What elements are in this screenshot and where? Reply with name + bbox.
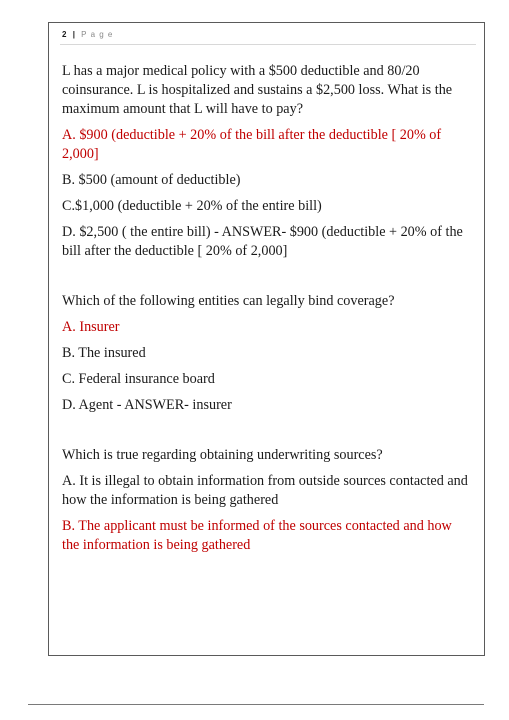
question-1-option-c: C.$1,000 (deductible + 20% of the entire bill) — [62, 198, 322, 214]
footer-divider — [28, 704, 484, 705]
question-3-option-b: B. The applicant must be informed of the sources contacted and how the information is being gathered — [62, 518, 452, 553]
question-spacer — [62, 422, 472, 446]
header-divider — [60, 44, 476, 45]
page-number: 2 — [62, 30, 68, 39]
question-spacer — [62, 268, 472, 292]
question-3-option-a: A. It is illegal to obtain information from outside sources contacted and how the information is being gathered — [62, 473, 468, 508]
question-3-prompt: Which is true regarding obtaining underwriting sources? — [62, 447, 383, 463]
question-1-option-b: B. $500 (amount of deductible) — [62, 172, 241, 188]
question-1-option-a: A. $900 (deductible + 20% of the bill after the deductible [ 20% of 2,000] — [62, 127, 442, 162]
page-header — [62, 30, 492, 39]
document-body — [62, 62, 472, 562]
question-2-option-d: D. Agent - ANSWER- insurer — [62, 397, 232, 413]
question-2-prompt: Which of the following entities can legally bind coverage? — [62, 293, 395, 309]
page-separator: | — [72, 30, 76, 39]
question-2-option-c: C. Federal insurance board — [62, 371, 215, 387]
question-1-prompt: L has a major medical policy with a $500 deductible and 80/20 coinsurance. L is hospitalized and sustains a $2,500 loss. What is the maximum amount that L will have to pay? — [62, 63, 453, 117]
question-1-option-d: D. $2,500 ( the entire bill) - ANSWER- $900 (deductible + 20% of the bill after the deductible [ 20% of 2,000] — [62, 224, 463, 259]
question-2-option-a: A. Insurer — [62, 319, 120, 335]
page-label: P a g e — [81, 30, 114, 39]
question-2-option-b: B. The insured — [62, 345, 146, 361]
